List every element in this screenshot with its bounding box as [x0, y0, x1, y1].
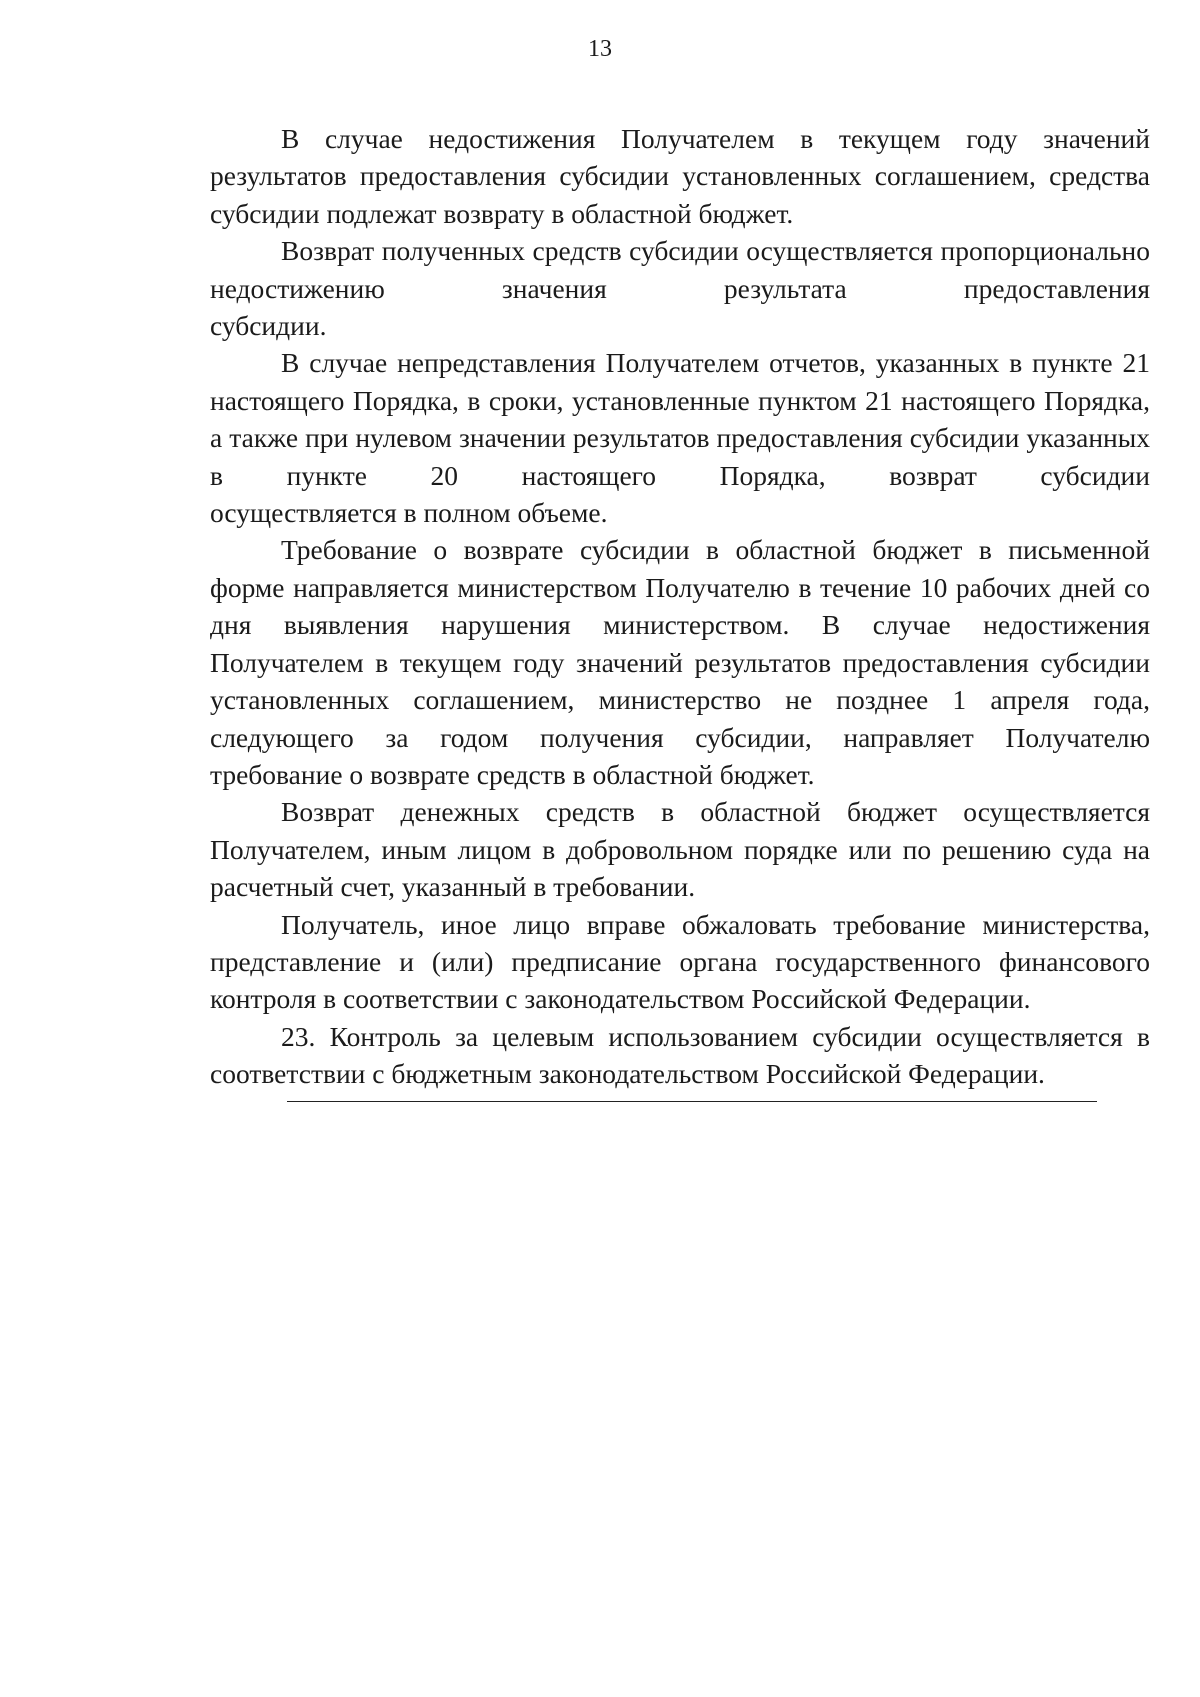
paragraph-last-line: субсидии. — [210, 310, 327, 342]
paragraph-last-line: расчетный счет, указанный в требовании. — [210, 871, 696, 903]
paragraph-subsidy-return-condition — [210, 120, 1150, 232]
paragraph-text: Получатель, иное лицо вправе обжаловать требование министерства, представление и (или) предписание органа государственного финансового — [210, 908, 1150, 977]
end-of-document-rule — [287, 1101, 1097, 1102]
paragraph-return-demand — [210, 531, 1150, 793]
document-body — [210, 120, 1150, 1093]
paragraph-text: Возврат денежных средств в областной бюджет осуществляется Получателем, иным лицом в добровольном порядке или по решению суда на — [210, 796, 1150, 865]
paragraph-text: Возврат полученных средств субсидии осуществляется пропорционально недостижению значения результата предоставления — [210, 235, 1150, 304]
page-number: 13 — [588, 36, 612, 62]
paragraph-item-23-control — [210, 1018, 1150, 1093]
paragraph-return-procedure — [210, 793, 1150, 905]
paragraph-text: 23. Контроль за целевым использованием субсидии осуществляется в — [281, 1020, 1150, 1052]
paragraph-appeal-right — [210, 906, 1150, 1018]
paragraph-proportional-return — [210, 232, 1150, 344]
paragraph-last-line: требование о возврате средств в областной бюджет. — [210, 758, 815, 790]
paragraph-full-return — [210, 344, 1150, 531]
paragraph-last-line: соответствии с бюджетным законодательством Российской Федерации. — [210, 1058, 1045, 1090]
paragraph-text: В случае недостижения Получателем в текущем году значений результатов предоставления субсидии установленных соглашением, средства — [210, 123, 1150, 192]
paragraph-last-line: субсидии подлежат возврату в областной бюджет. — [210, 197, 794, 229]
paragraph-text: В случае непредставления Получателем отчетов, указанных в пункте 21 настоящего Порядка, в сроки, установленные пунктом 21 настоящего Порядка, а также при нулевом значении результатов предоставления субсидии указанных в пункте 20 настоящего Порядка, возврат субсидии — [210, 347, 1150, 491]
paragraph-last-line: контроля в соответствии с законодательством Российской Федерации. — [210, 983, 1031, 1015]
paragraph-last-line: осуществляется в полном объеме. — [210, 497, 608, 529]
paragraph-text: Требование о возврате субсидии в областной бюджет в письменной форме направляется министерством Получателю в течение 10 рабочих дней со дня выявления нарушения министерством. В случае недостижения Получателем в текущем году значений результатов предоставления субсидии установленных соглашением, министерство не позднее 1 апреля года, следующего за годом получения субсидии, направляет Получателю — [210, 534, 1150, 753]
